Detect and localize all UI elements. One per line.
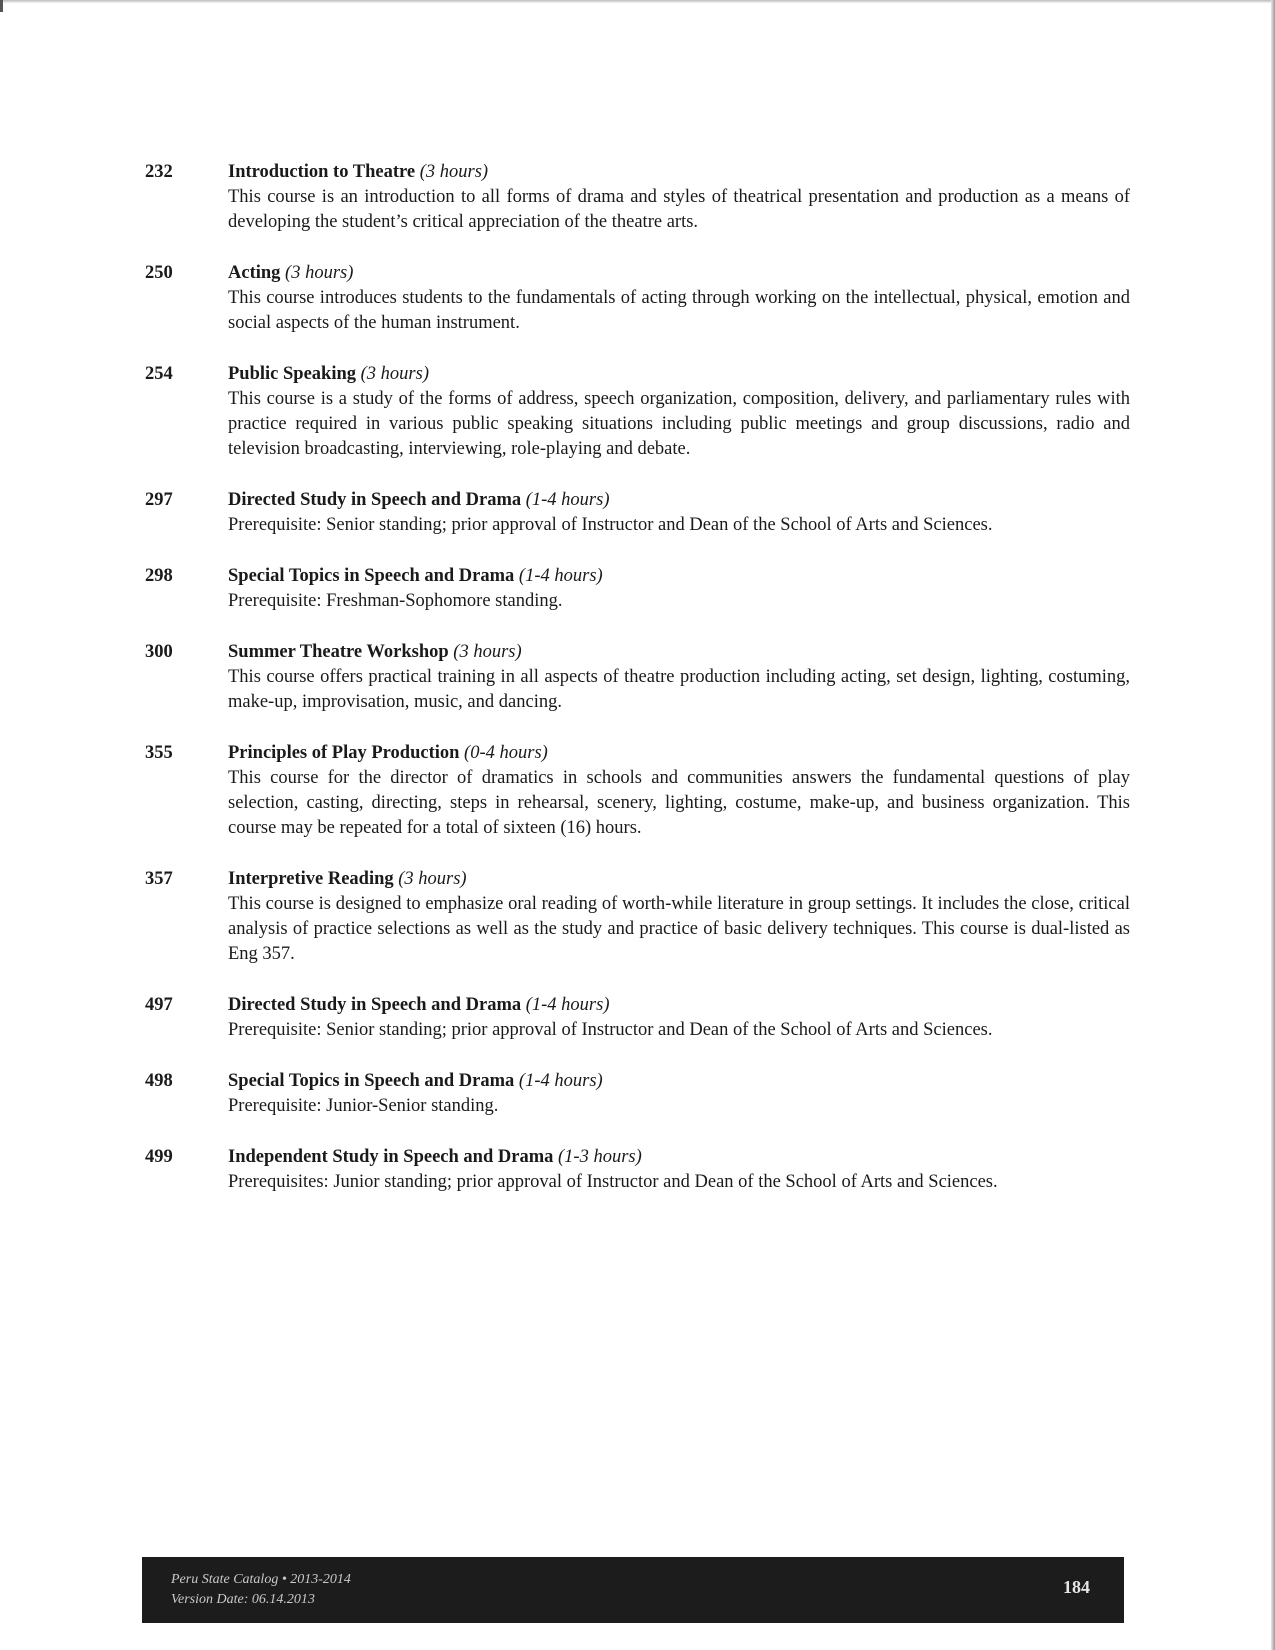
footer-bar xyxy=(142,1557,1124,1623)
page-number: 184 xyxy=(1063,1577,1090,1597)
footer-version-line: Version Date: 06.14.2013 xyxy=(171,1592,315,1607)
course-number: 357 xyxy=(145,869,173,889)
course-description: This course is an introduction to all forms of drama and styles of theatrical presentation and production as a means of developing the student’s critical appreciation of the theatre arts. xyxy=(228,187,1130,232)
course-heading xyxy=(228,1069,1130,1094)
scan-mark xyxy=(0,0,3,12)
course-title: Special Topics in Speech and Drama xyxy=(228,1071,515,1091)
course-hours: (3 hours) xyxy=(453,642,522,662)
course-description: Prerequisite: Senior standing; prior approval of Instructor and Dean of the School of Arts and Sciences. xyxy=(228,1020,993,1040)
course-heading xyxy=(228,867,1130,892)
course-hours: (3 hours) xyxy=(360,364,429,384)
course-description: Prerequisite: Junior-Senior standing. xyxy=(228,1096,499,1116)
course-hours: (1-3 hours) xyxy=(558,1147,642,1167)
course-entry xyxy=(145,640,1130,715)
footer-catalog-line: Peru State Catalog • 2013-2014 xyxy=(171,1572,351,1587)
scan-edge-right xyxy=(1271,0,1275,1650)
course-description: Prerequisites: Junior standing; prior approval of Instructor and Dean of the School of Arts and Sciences. xyxy=(228,1172,998,1192)
course-number: 232 xyxy=(145,162,173,182)
course-title: Acting xyxy=(228,263,281,283)
course-entry xyxy=(145,160,1130,235)
course-body xyxy=(228,564,1130,614)
course-entry xyxy=(145,867,1130,967)
course-hours: (3 hours) xyxy=(419,162,489,182)
course-hours: (1-4 hours) xyxy=(518,1071,603,1091)
course-hours: (3 hours) xyxy=(398,869,467,889)
course-heading xyxy=(228,1145,1130,1170)
course-number: 497 xyxy=(145,995,173,1015)
course-number: 499 xyxy=(145,1147,173,1167)
course-title: Independent Study in Speech and Drama xyxy=(228,1147,554,1167)
course-hours: (3 hours) xyxy=(285,263,354,283)
course-title: Directed Study in Speech and Drama xyxy=(228,995,522,1015)
course-body xyxy=(228,741,1130,841)
course-description: Prerequisite: Senior standing; prior approval of Instructor and Dean of the School of Arts and Sciences. xyxy=(228,515,993,535)
course-heading xyxy=(228,640,1130,665)
course-hours: (1-4 hours) xyxy=(525,490,610,510)
course-number: 498 xyxy=(145,1071,173,1091)
course-entry xyxy=(145,362,1130,462)
course-title: Summer Theatre Workshop xyxy=(228,642,449,662)
course-title: Public Speaking xyxy=(228,364,357,384)
course-description: This course offers practical training in all aspects of theatre production including acting, set design, lighting, costuming, make-up, improvisation, music, and dancing. xyxy=(228,667,1130,712)
course-title: Interpretive Reading xyxy=(228,869,394,889)
course-entry xyxy=(145,261,1130,336)
course-entry xyxy=(145,1145,1130,1195)
course-description: This course is a study of the forms of address, speech organization, composition, delivery, and parliamentary rules with practice required in various public speaking situations including public meetings and group discussions, radio and television broadcasting, interviewing, role-playing and debate. xyxy=(228,389,1130,459)
course-number: 298 xyxy=(145,566,173,586)
course-number: 254 xyxy=(145,364,173,384)
course-body xyxy=(228,160,1130,235)
course-heading xyxy=(228,564,1130,589)
course-title: Directed Study in Speech and Drama xyxy=(228,490,522,510)
course-heading xyxy=(228,488,1130,513)
course-number: 355 xyxy=(145,743,173,763)
course-body xyxy=(228,488,1130,538)
course-description: This course introduces students to the fundamentals of acting through working on the intellectual, physical, emotion and social aspects of the human instrument. xyxy=(228,288,1130,333)
course-title: Introduction to Theatre xyxy=(228,162,416,182)
course-entry xyxy=(145,488,1130,538)
course-number: 250 xyxy=(145,263,173,283)
course-entry xyxy=(145,993,1130,1043)
course-heading xyxy=(228,993,1130,1018)
scan-edge-top xyxy=(0,0,1275,3)
course-body xyxy=(228,993,1130,1043)
course-body xyxy=(228,1145,1130,1195)
course-body xyxy=(228,1069,1130,1119)
course-heading xyxy=(228,362,1130,387)
course-description: This course is designed to emphasize oral reading of worth-while literature in group settings. It includes the close, critical analysis of practice selections as well as the study and practice of basic delivery techniques. This course is dual-listed as Eng 357. xyxy=(228,894,1130,964)
course-body xyxy=(228,362,1130,462)
course-body xyxy=(228,867,1130,967)
course-title: Principles of Play Production xyxy=(228,743,460,763)
course-body xyxy=(228,640,1130,715)
course-hours: (0-4 hours) xyxy=(464,743,548,763)
course-list xyxy=(145,160,1130,1221)
course-hours: (1-4 hours) xyxy=(525,995,610,1015)
course-heading xyxy=(228,160,1130,185)
course-heading xyxy=(228,741,1130,766)
course-description: Prerequisite: Freshman-Sophomore standing. xyxy=(228,591,563,611)
course-body xyxy=(228,261,1130,336)
course-description: This course for the director of dramatics in schools and communities answers the fundamental questions of play selection, casting, directing, steps in rehearsal, scenery, lighting, costume, make-up, and business organization. This course may be repeated for a total of sixteen (16) hours. xyxy=(228,768,1130,838)
course-hours: (1-4 hours) xyxy=(518,566,603,586)
course-number: 297 xyxy=(145,490,173,510)
course-title: Special Topics in Speech and Drama xyxy=(228,566,515,586)
course-heading xyxy=(228,261,1130,286)
course-entry xyxy=(145,564,1130,614)
course-number: 300 xyxy=(145,642,173,662)
course-entry xyxy=(145,1069,1130,1119)
course-entry xyxy=(145,741,1130,841)
